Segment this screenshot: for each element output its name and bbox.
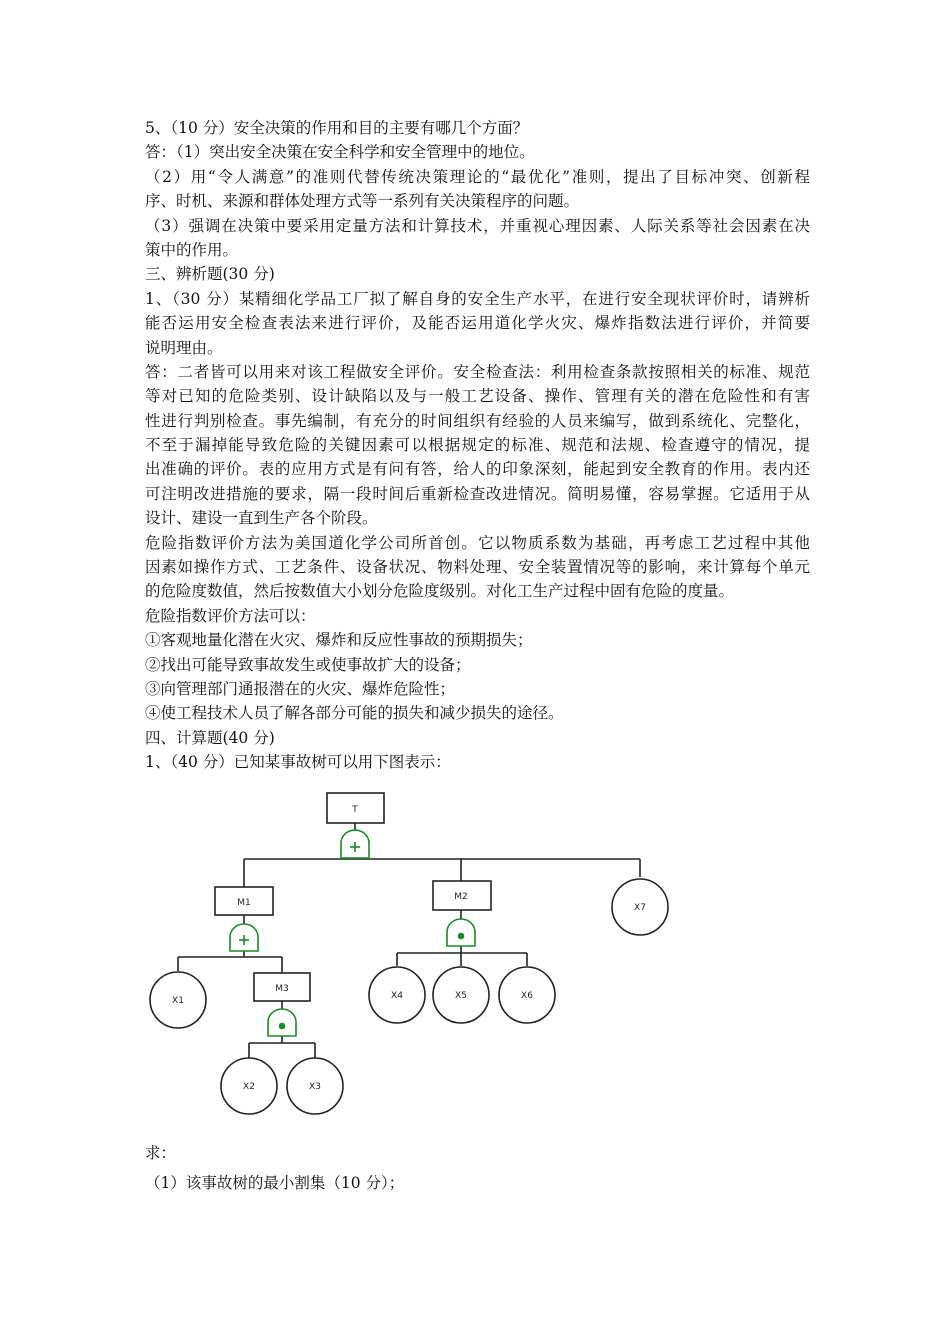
answer-paragraph-line: 出准确的评价。表的应用方式是有问有答，给人的印象深刻，能起到安全教育的作用。表内还 <box>145 460 810 479</box>
answer-5-point-3-line-2: 策中的作用。 <box>145 240 239 259</box>
and-gate-m3 <box>268 1009 296 1036</box>
section-3-question-line-2: 能否运用安全检查表法来进行评价，及能否运用道化学火灾、爆炸指数法进行评价，并简要 <box>145 314 810 333</box>
label-x4: X4 <box>391 991 403 1001</box>
and-gate-m2 <box>447 919 475 946</box>
section-3-heading: 三、辨析题(30 分) <box>145 265 275 284</box>
ask-label: 求： <box>145 1144 177 1162</box>
answer-5-point-1: 答：（1）突出安全决策在安全科学和安全管理中的地位。 <box>145 143 535 162</box>
answer-paragraph-line: 不至于漏掉能导致危险的关键因素可以根据规定的标准、规范和法规、检查遵守的情况，提 <box>145 436 810 455</box>
and-dot-m2 <box>458 933 465 940</box>
label-m1: M1 <box>237 898 251 908</box>
label-x5: X5 <box>455 991 467 1001</box>
answer-5-point-3-line-1: （3）强调在决策中要采用定量方法和计算技术，并重视心理因素、人际关系等社会因素在决 <box>145 216 810 235</box>
section-4-question: 1、（40 分）已知某事故树可以用下图表示： <box>145 753 451 772</box>
label-t: T <box>352 805 358 815</box>
answer-paragraph-line: 等对已知的危险类别、设计缺陷以及与一般工艺设备、操作、管理有关的潜在危险性和有害 <box>145 387 810 406</box>
capability-item: ④使工程技术人员了解各部分可能的损失和减少损失的途径。 <box>145 704 564 723</box>
question-5-title: 5、（10 分）安全决策的作用和目的主要有哪几个方面？ <box>145 119 529 137</box>
label-x6: X6 <box>521 991 533 1001</box>
dow-paragraph-line: 的危险度数值，然后按数值大小划分危险度级别。对化工生产过程中固有危险的度量。 <box>145 582 735 601</box>
answer-paragraph-line: 设计、建设一直到生产各个阶段。 <box>145 509 378 528</box>
ask-item-1: （1）该事故树的最小割集（10 分）； <box>145 1174 405 1192</box>
dow-paragraph-line: 因素如操作方式、工艺条件、设备状况、物料处理、安全装置情况等的影响，来计算每个单元 <box>145 558 810 577</box>
section-3-question-line-3: 说明理由。 <box>145 338 223 357</box>
dow-capabilities-title: 危险指数评价方法可以： <box>145 606 316 625</box>
dow-paragraph-line: 危险指数评价方法为美国道化学公司所首创。它以物质系数为基础，再考虑工艺过程中其他 <box>145 533 810 552</box>
and-dot-m3 <box>279 1023 286 1030</box>
answer-5-point-2-line-1: （2）用“令人满意”的准则代替传统决策理论的“最优化”准则，提出了目标冲突、创新程 <box>145 167 810 186</box>
label-x7: X7 <box>634 903 646 913</box>
capability-item: ②找出可能导致事故发生或使事故扩大的设备； <box>145 655 471 674</box>
label-x2: X2 <box>243 1082 255 1092</box>
fault-tree-diagram <box>145 788 646 1126</box>
label-m3: M3 <box>275 984 289 994</box>
section-3-question-line-1: 1、（30 分）某精细化学品工厂拟了解自身的安全生产水平，在进行安全现状评价时，请辨析 <box>145 289 810 308</box>
answer-5-point-2-line-2: 序、时机、来源和群体处理方式等一系列有关决策程序的问题。 <box>145 192 580 211</box>
capability-item: ①客观地量化潜在火灾、爆炸和反应性事故的预期损失； <box>145 631 533 650</box>
answer-paragraph-line: 性进行判别检查。事先编制，有充分的时间组织有经验的人员来编写，做到系统化、完整化， <box>145 411 810 430</box>
answer-paragraph-line: 答：二者皆可以用来对该工程做安全评价。安全检查法：利用检查条款按照相关的标准、规范 <box>145 362 810 381</box>
capability-item: ③向管理部门通报潜在的火灾、爆炸危险性； <box>145 679 456 698</box>
label-x3: X3 <box>309 1082 321 1092</box>
label-m2: M2 <box>454 892 468 902</box>
document-body <box>145 116 810 775</box>
label-x1: X1 <box>172 996 184 1006</box>
section-4-heading: 四、计算题(40 分) <box>145 728 275 747</box>
answer-paragraph-line: 可注明改进措施的要求，隔一段时间后重新检查改进情况。简明易懂，容易掌握。它适用于从 <box>145 484 810 503</box>
